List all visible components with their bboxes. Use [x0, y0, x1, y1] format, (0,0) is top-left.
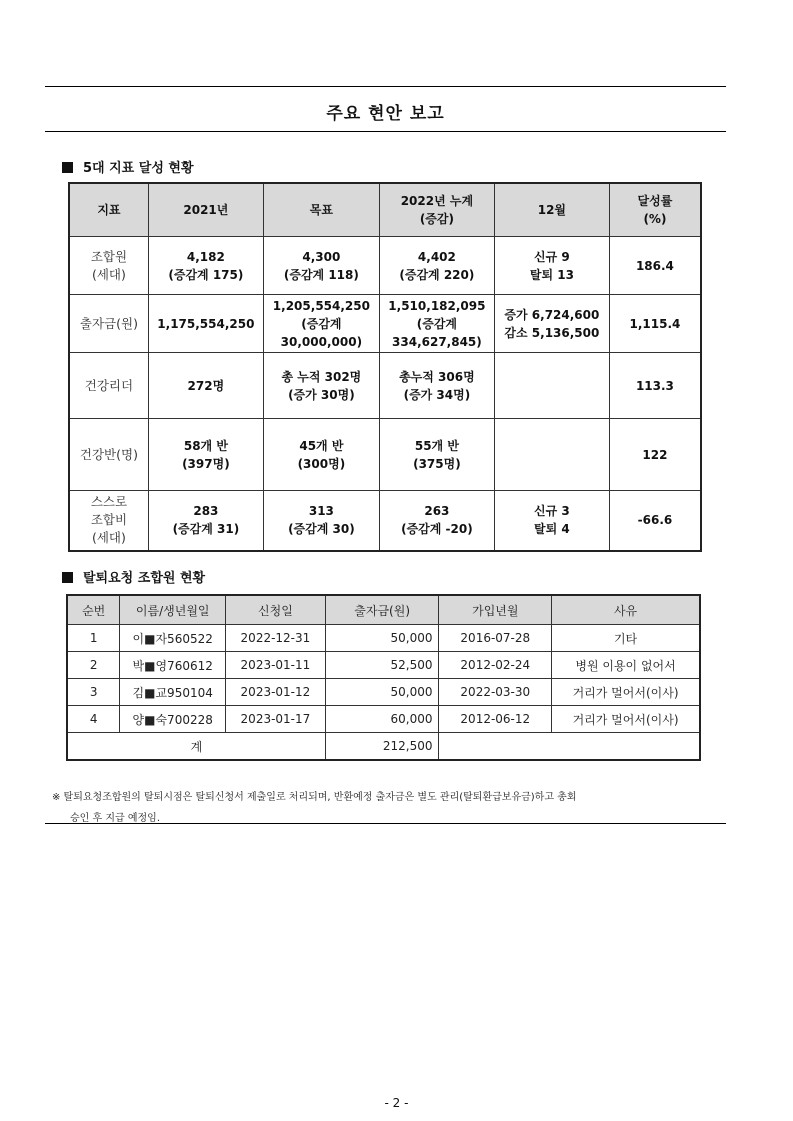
kpi-row — [69, 295, 701, 353]
kpi-header-cell: 2021년 — [148, 183, 263, 237]
join-date: 2012-02-24 — [439, 652, 552, 679]
kpi-label: 건강리더 — [69, 353, 148, 419]
withdraw-table — [66, 594, 701, 761]
kpi-target: 4,300 (증감계 118) — [263, 237, 379, 295]
footnote-rule — [45, 823, 726, 824]
member-name: 양■숙700228 — [120, 706, 226, 733]
kpi-row — [69, 353, 701, 419]
section-heading-text: 5대 지표 달성 현황 — [83, 161, 194, 176]
square-bullet-icon — [62, 162, 73, 173]
kpi-rate: 122 — [609, 419, 701, 491]
kpi-header-cell: 12월 — [494, 183, 609, 237]
join-date: 2012-06-12 — [439, 706, 552, 733]
kpi-target: 45개 반 (300명) — [263, 419, 379, 491]
kpi-target: 1,205,554,250 (증감계 30,000,000) — [263, 295, 379, 353]
kpi-december — [494, 419, 609, 491]
withdraw-reason: 병원 이용이 없어서 — [552, 652, 700, 679]
row-number: 2 — [67, 652, 120, 679]
request-date: 2023-01-11 — [226, 652, 326, 679]
section-heading-kpi — [62, 157, 194, 176]
kpi-header-cell: 2022년 누계 (증감) — [379, 183, 494, 237]
table-row — [67, 625, 700, 652]
row-number: 1 — [67, 625, 120, 652]
withdraw-reason: 거리가 멀어서(이사) — [552, 679, 700, 706]
kpi-table — [68, 182, 702, 552]
request-date: 2023-01-17 — [226, 706, 326, 733]
contribution-amount: 60,000 — [325, 706, 439, 733]
kpi-2021: 1,175,554,250 — [148, 295, 263, 353]
footnote-line: ※ 탈퇴요청조합원의 탈퇴시점은 탈퇴신청서 제출일로 처리되며, 반환예정 출자금은 별도 관리(탈퇴환급보유금)하고 총회 — [52, 792, 577, 803]
withdraw-header-cell: 사유 — [552, 595, 700, 625]
section-heading-text: 탈퇴요청 조합원 현황 — [83, 571, 206, 586]
kpi-2021: 272명 — [148, 353, 263, 419]
withdraw-header-cell: 출자금(원) — [325, 595, 439, 625]
table-row — [67, 652, 700, 679]
withdraw-header-cell: 신청일 — [226, 595, 326, 625]
kpi-header-cell: 지표 — [69, 183, 148, 237]
withdraw-header-cell: 이름/생년월일 — [120, 595, 226, 625]
kpi-row — [69, 491, 701, 551]
kpi-rate: 113.3 — [609, 353, 701, 419]
withdraw-reason: 기타 — [552, 625, 700, 652]
contribution-amount: 50,000 — [325, 679, 439, 706]
table-row — [67, 706, 700, 733]
page-number: - 2 - — [384, 1096, 409, 1110]
withdraw-header-cell: 순번 — [67, 595, 120, 625]
kpi-label: 스스로 조합비 (세대) — [69, 491, 148, 551]
total-row — [67, 733, 700, 761]
total-label: 계 — [67, 733, 325, 761]
kpi-label: 조합원 (세대) — [69, 237, 148, 295]
kpi-rate: 1,115.4 — [609, 295, 701, 353]
kpi-rate: -66.6 — [609, 491, 701, 551]
member-name: 김■교950104 — [120, 679, 226, 706]
kpi-target: 313 (증감계 30) — [263, 491, 379, 551]
kpi-header-cell: 목표 — [263, 183, 379, 237]
square-bullet-icon — [62, 572, 73, 583]
kpi-2022: 1,510,182,095 (증감계 334,627,845) — [379, 295, 494, 353]
total-amount: 212,500 — [325, 733, 439, 761]
kpi-rate: 186.4 — [609, 237, 701, 295]
join-date: 2016-07-28 — [439, 625, 552, 652]
kpi-row — [69, 419, 701, 491]
kpi-label: 건강반(명) — [69, 419, 148, 491]
kpi-2021: 58개 반 (397명) — [148, 419, 263, 491]
kpi-december: 신규 3 탈퇴 4 — [494, 491, 609, 551]
page-title: 주요 현안 보고 — [326, 104, 445, 124]
kpi-2021: 4,182 (증감계 175) — [148, 237, 263, 295]
contribution-amount: 50,000 — [325, 625, 439, 652]
total-empty-cell — [439, 733, 700, 761]
join-date: 2022-03-30 — [439, 679, 552, 706]
kpi-2022: 4,402 (증감계 220) — [379, 237, 494, 295]
row-number: 4 — [67, 706, 120, 733]
section-heading-withdraw — [62, 567, 205, 586]
kpi-row — [69, 237, 701, 295]
title-top-rule — [45, 86, 726, 87]
member-name: 박■영760612 — [120, 652, 226, 679]
kpi-december: 증가 6,724,600 감소 5,136,500 — [494, 295, 609, 353]
kpi-label: 출자금(원) — [69, 295, 148, 353]
kpi-target: 총 누적 302명 (증가 30명) — [263, 353, 379, 419]
kpi-december — [494, 353, 609, 419]
title-bottom-rule — [45, 131, 726, 132]
request-date: 2023-01-12 — [226, 679, 326, 706]
withdraw-header-row — [67, 595, 700, 625]
row-number: 3 — [67, 679, 120, 706]
kpi-2022: 55개 반 (375명) — [379, 419, 494, 491]
footnote-line: 승인 후 지급 예정임. — [70, 813, 160, 824]
withdraw-header-cell: 가입년월 — [439, 595, 552, 625]
member-name: 이■자560522 — [120, 625, 226, 652]
kpi-2021: 283 (증감계 31) — [148, 491, 263, 551]
kpi-2022: 263 (증감계 -20) — [379, 491, 494, 551]
kpi-header-cell: 달성률 (%) — [609, 183, 701, 237]
kpi-header-row — [69, 183, 701, 237]
contribution-amount: 52,500 — [325, 652, 439, 679]
withdraw-reason: 거리가 멀어서(이사) — [552, 706, 700, 733]
kpi-2022: 총누적 306명 (증가 34명) — [379, 353, 494, 419]
table-row — [67, 679, 700, 706]
request-date: 2022-12-31 — [226, 625, 326, 652]
kpi-december: 신규 9 탈퇴 13 — [494, 237, 609, 295]
